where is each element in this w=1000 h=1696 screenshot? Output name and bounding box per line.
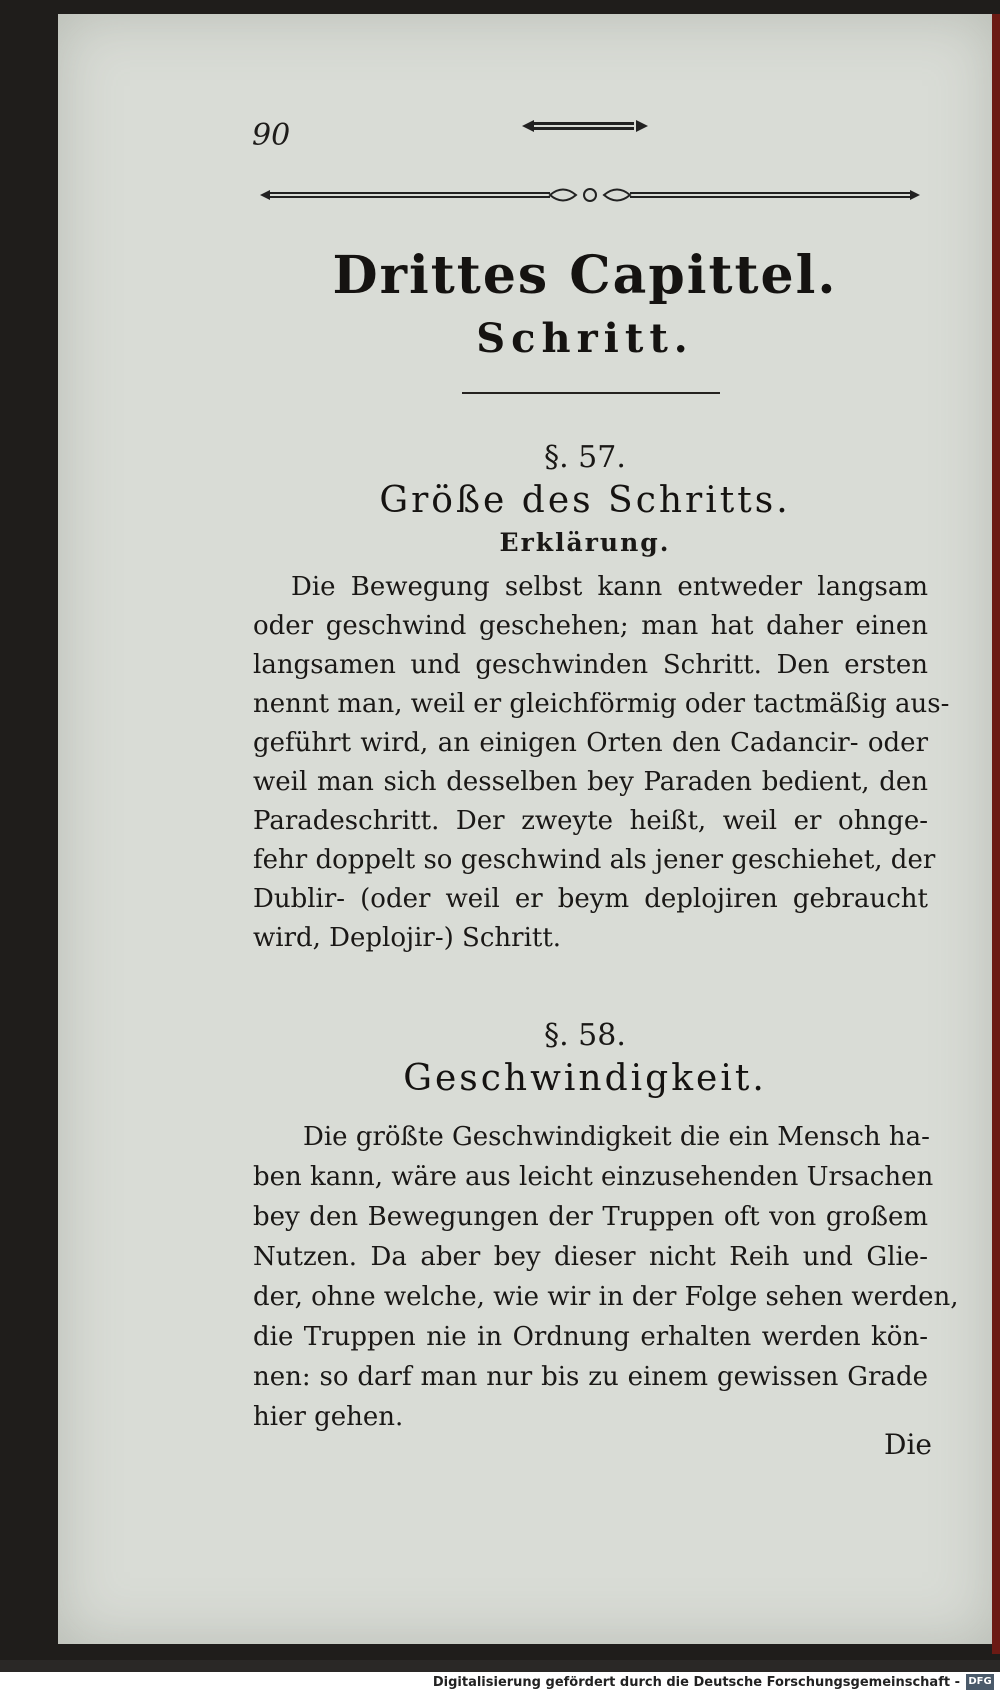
section-number: §. 57. bbox=[544, 440, 626, 475]
text-line: ben kann, wäre aus leicht einzusehenden Ursachen bbox=[253, 1162, 934, 1192]
text-line: Dublir- (oder weil er beym deplojiren gebraucht bbox=[253, 884, 928, 914]
text-line: Die größte Geschwindigkeit die ein Mensch ha- bbox=[303, 1122, 930, 1152]
text-line: Paradeschritt. Der zweyte heißt, weil er ohnge- bbox=[253, 806, 928, 836]
footer-credit: Digitalisierung gefördert durch die Deutsche Forschungsgemeinschaft - bbox=[432, 1675, 960, 1690]
text-line: geführt wird, an einigen Orten den Cadancir- oder bbox=[253, 728, 928, 758]
text-line: nennt man, weil er gleichförmig oder tactmäßig aus- bbox=[253, 689, 950, 719]
section-label: Erklärung. bbox=[499, 528, 671, 557]
chapter-subtitle: Schritt. bbox=[476, 315, 694, 362]
text-line: die Truppen nie in Ordnung erhalten werden kön- bbox=[253, 1322, 928, 1352]
text-line: wird, Deplojir-) Schritt. bbox=[253, 923, 562, 953]
text-line: fehr doppelt so geschwind als jener geschiehet, der bbox=[253, 845, 936, 875]
page-number: 90 bbox=[252, 118, 291, 153]
dfg-logo: DFG bbox=[966, 1674, 994, 1690]
text-line: der, ohne welche, wie wir in der Folge sehen werden, bbox=[253, 1282, 959, 1312]
text-line: nen: so darf man nur bis zu einem gewissen Grade bbox=[253, 1362, 928, 1392]
section-title: Geschwindigkeit. bbox=[403, 1058, 767, 1099]
text-line: bey den Bewegungen der Truppen oft von großem bbox=[253, 1202, 928, 1232]
text-line: weil man sich desselben bey Paraden bedient, den bbox=[253, 767, 928, 797]
text-line: hier gehen. bbox=[253, 1402, 404, 1432]
top-ornament-icon bbox=[520, 116, 650, 136]
chapter-title: Drittes Capittel. bbox=[332, 245, 838, 306]
catchword: Die bbox=[884, 1428, 932, 1461]
text-line: oder geschwind geschehen; man hat daher einen bbox=[253, 611, 928, 641]
section-number: §. 58. bbox=[544, 1018, 626, 1053]
ornamental-rule-icon bbox=[258, 182, 922, 208]
section-title: Größe des Schritts. bbox=[379, 480, 791, 521]
text-line: langsamen und geschwinden Schritt. Den ersten bbox=[253, 650, 928, 680]
text-line: Nutzen. Da aber bey dieser nicht Reih und Glie- bbox=[253, 1242, 928, 1272]
text-line: Die Bewegung selbst kann entweder langsam bbox=[291, 572, 928, 602]
divider bbox=[462, 392, 720, 394]
